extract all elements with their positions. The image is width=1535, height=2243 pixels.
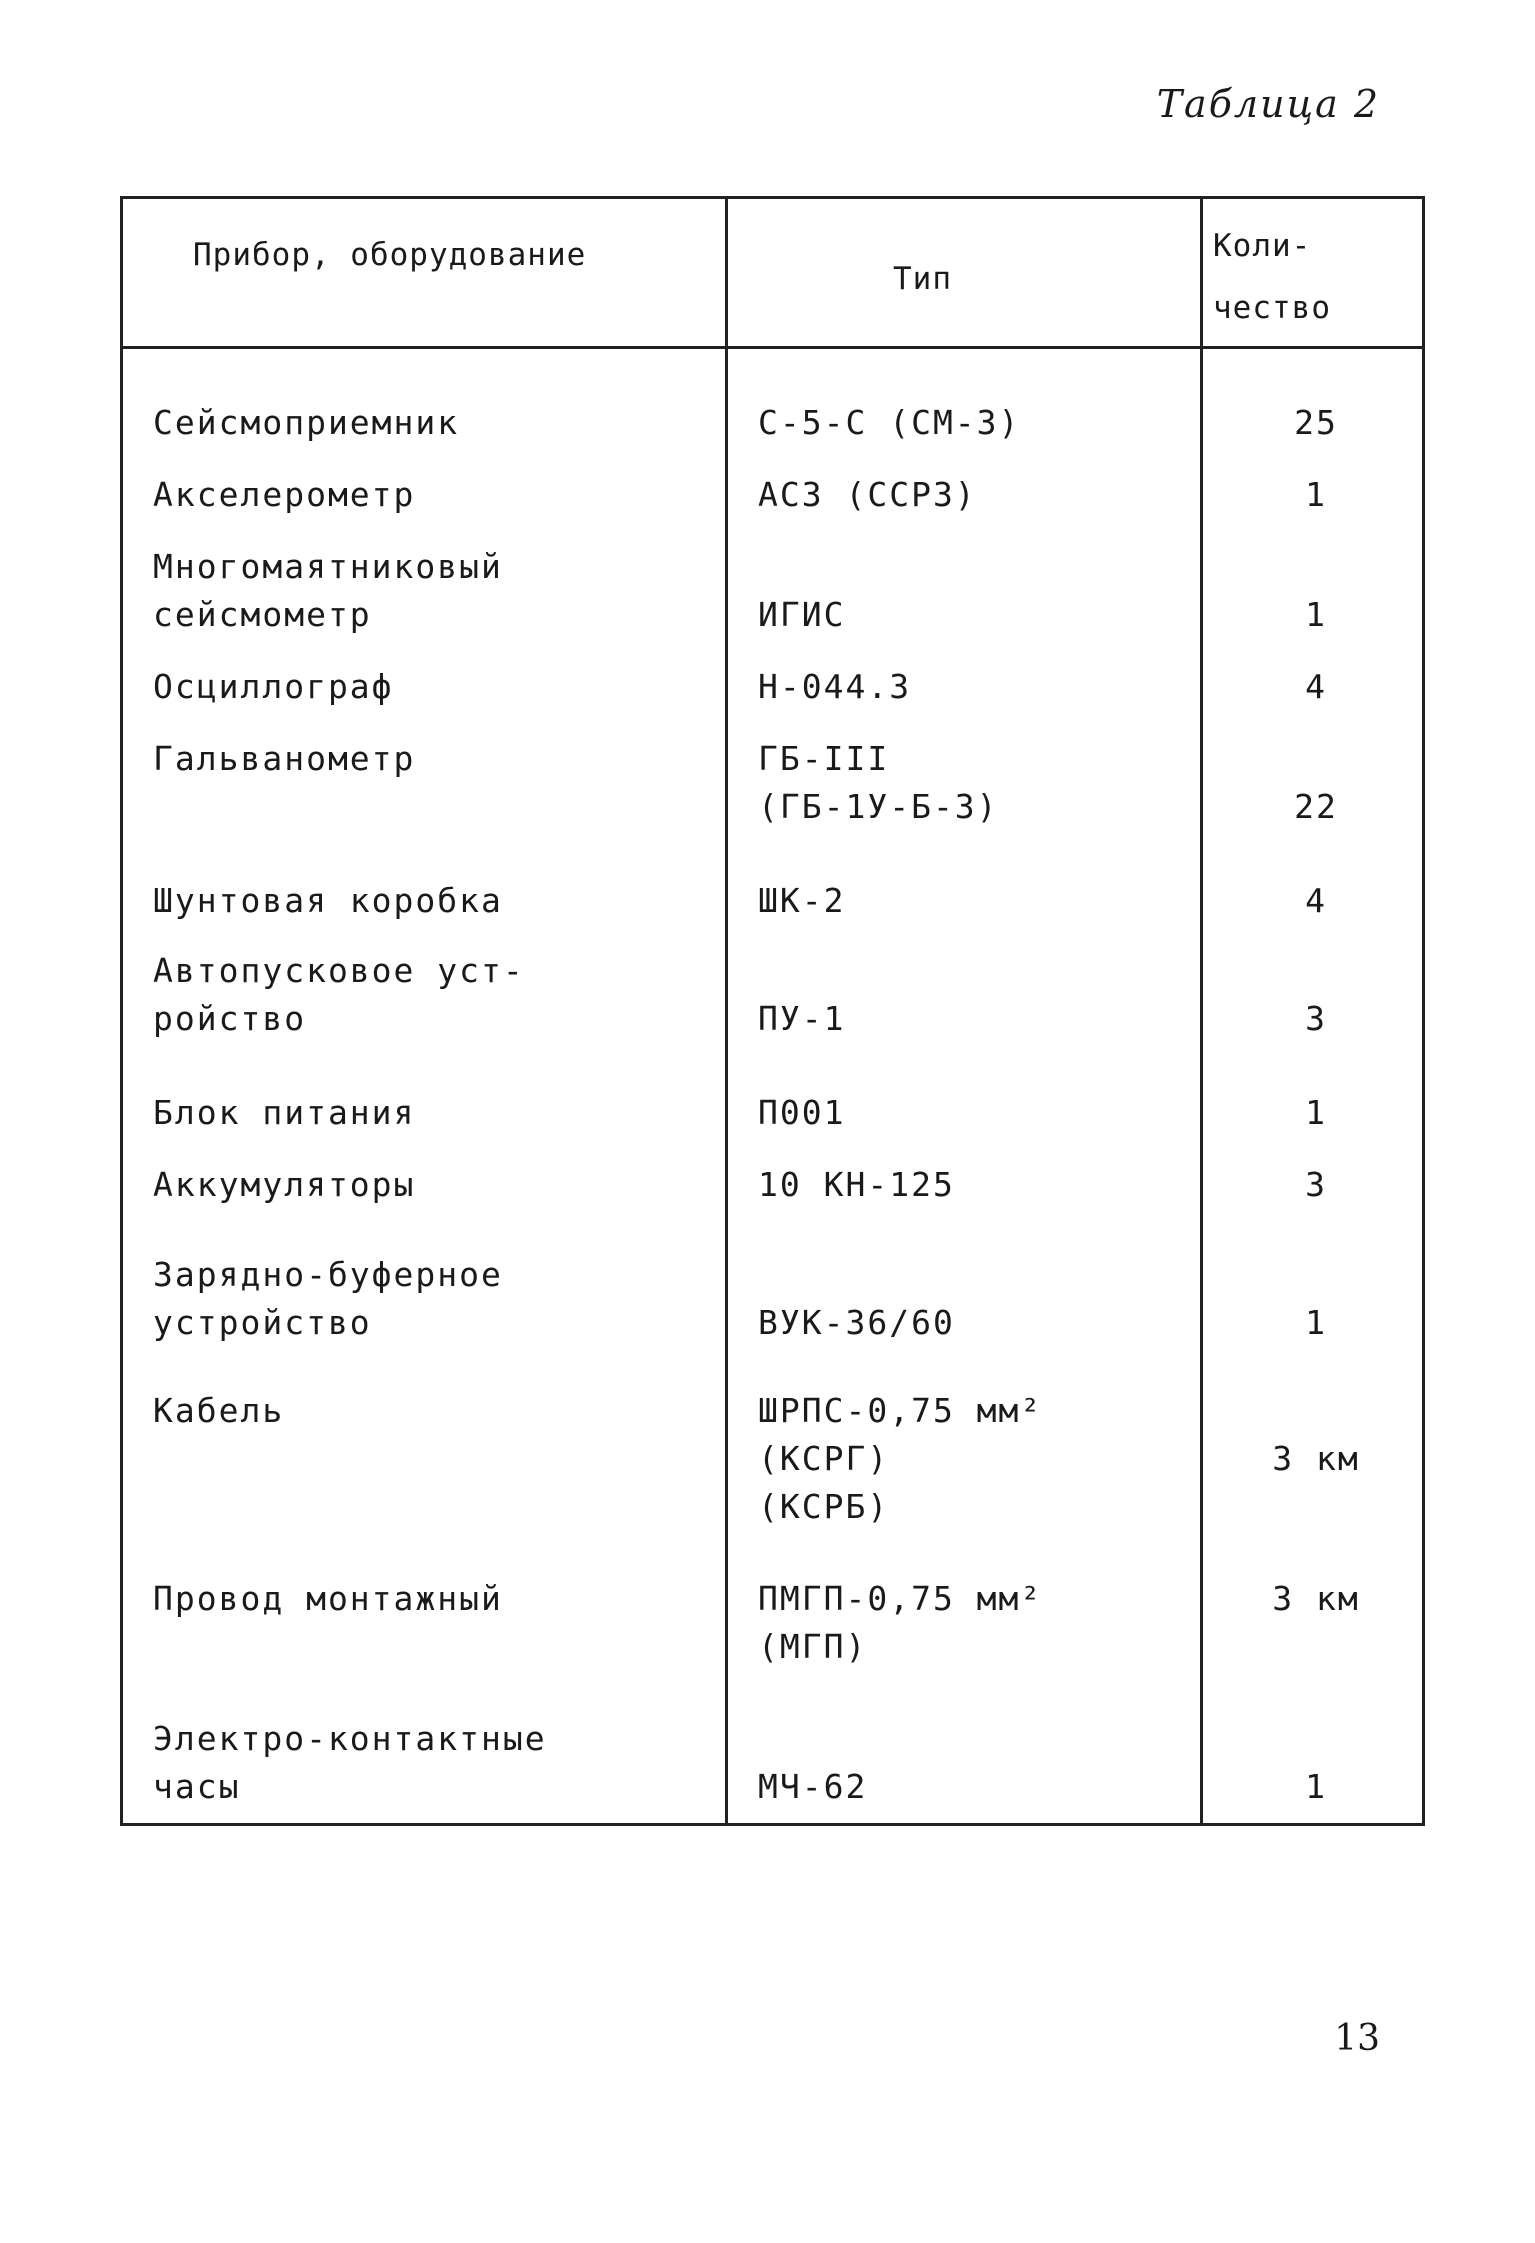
cell-type: 10 КН-125 — [758, 1165, 955, 1204]
cell-type: ШРПС-0,75 мм² (КСРГ) (КСРБ) — [758, 1391, 1043, 1526]
cell-device: Гальванометр — [153, 739, 416, 778]
cell-device: Электро-контактные часы — [153, 1719, 547, 1806]
header-type: Тип — [893, 261, 952, 297]
cell-type: ГБ-III (ГБ-1У-Б-3) — [758, 739, 999, 826]
cell-device: Зарядно-буферное устройство — [153, 1255, 503, 1342]
cell-quantity: 1 — [1305, 1767, 1327, 1806]
cell-device: Блок питания — [153, 1093, 416, 1132]
cell-device: Акселерометр — [153, 475, 416, 514]
cell-device: Кабель — [153, 1391, 285, 1430]
cell-type: ПУ-1 — [758, 999, 846, 1038]
cell-type: ШК-2 — [758, 881, 846, 920]
column-divider — [725, 199, 728, 1823]
cell-device: Автопусковое уст- ройство — [153, 951, 525, 1038]
cell-quantity: 1 — [1305, 595, 1327, 634]
cell-device: Аккумуляторы — [153, 1165, 416, 1204]
cell-quantity: 22 — [1294, 787, 1338, 826]
cell-type: ВУК-36/60 — [758, 1303, 955, 1342]
cell-quantity: 25 — [1294, 403, 1338, 442]
cell-device: Шунтовая коробка — [153, 881, 503, 920]
cell-quantity: 3 км — [1272, 1579, 1360, 1618]
cell-type: Н-044.3 — [758, 667, 912, 706]
cell-type: С-5-С (СМ-3) — [758, 403, 1021, 442]
cell-device: Провод монтажный — [153, 1579, 503, 1618]
cell-quantity: 1 — [1305, 1303, 1327, 1342]
cell-device: Сейсмоприемник — [153, 403, 460, 442]
cell-type: ИГИС — [758, 595, 846, 634]
header-quantity: Коли- чество — [1213, 228, 1331, 326]
table-caption: Таблица 2 — [1156, 82, 1380, 126]
cell-quantity: 3 км — [1272, 1439, 1360, 1478]
cell-type: ПМГП-0,75 мм² (МГП) — [758, 1579, 1043, 1666]
header-device: Прибор, оборудование — [193, 237, 587, 273]
equipment-table — [120, 196, 1425, 1826]
cell-quantity: 4 — [1305, 667, 1327, 706]
page-number: 13 — [1334, 2018, 1380, 2059]
cell-device: Многомаятниковый сейсмометр — [153, 547, 503, 634]
cell-quantity: 1 — [1305, 1093, 1327, 1132]
cell-device: Осциллограф — [153, 667, 394, 706]
cell-quantity: 4 — [1305, 881, 1327, 920]
cell-quantity: 1 — [1305, 475, 1327, 514]
cell-type: П001 — [758, 1093, 846, 1132]
header-divider — [123, 346, 1422, 349]
cell-type: АС3 (ССР3) — [758, 475, 977, 514]
cell-type: МЧ-62 — [758, 1767, 868, 1806]
cell-quantity: 3 — [1305, 999, 1327, 1038]
column-divider — [1200, 199, 1203, 1823]
cell-quantity: 3 — [1305, 1165, 1327, 1204]
